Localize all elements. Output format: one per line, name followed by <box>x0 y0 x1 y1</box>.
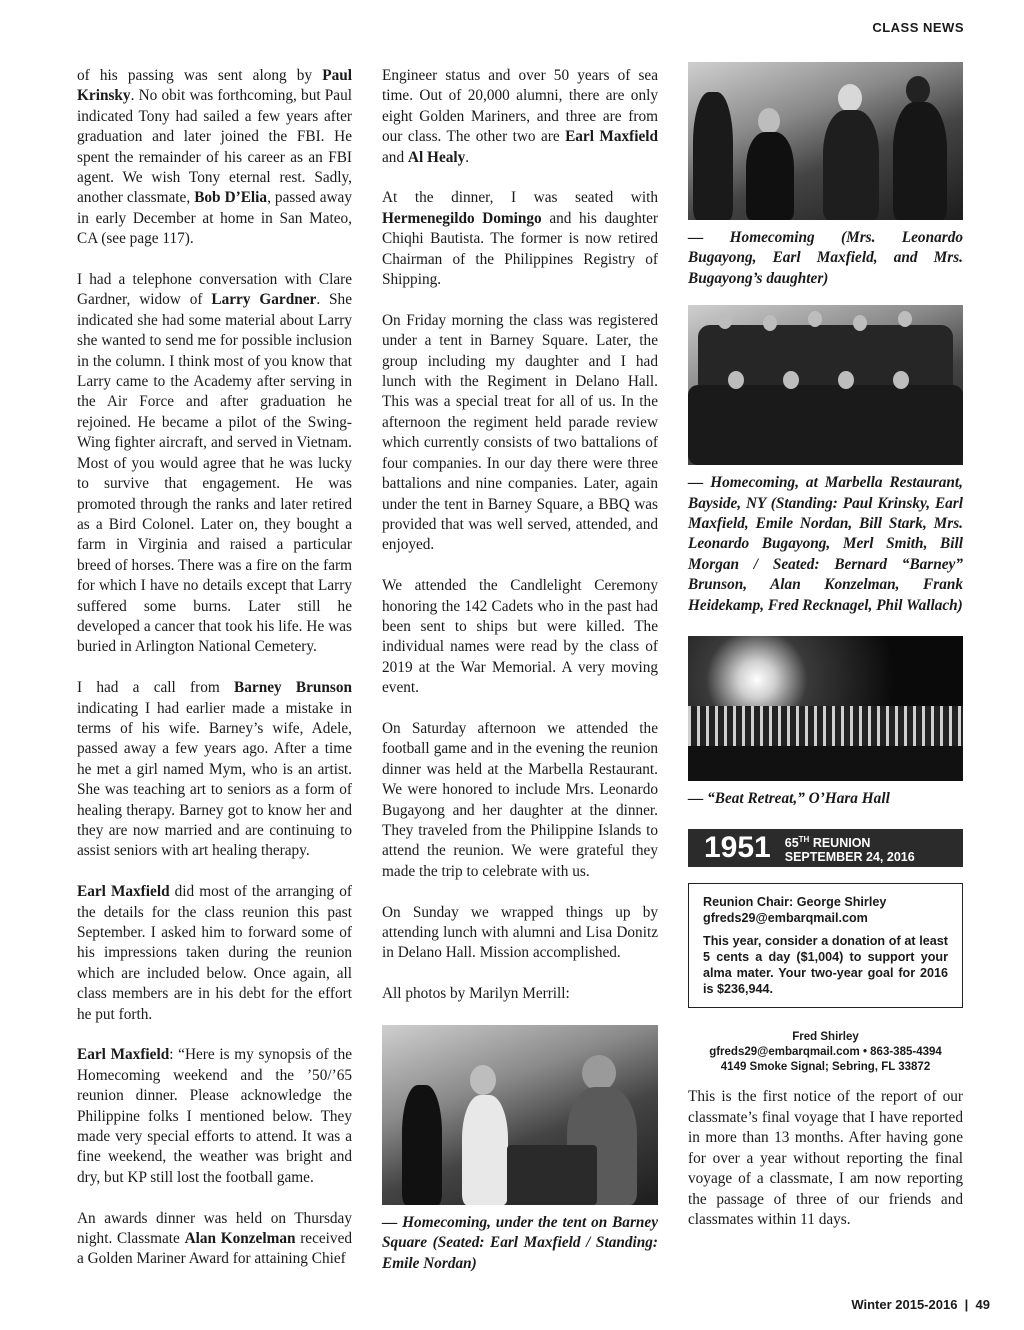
photo-beat-retreat <box>688 636 963 781</box>
reunion-info: 65TH REUNION SEPTEMBER 24, 2016 <box>784 834 915 865</box>
paragraph: On Saturday afternoon we attended the football game and in the evening the reunion dinner was held at the Marbella Restaurant. We were honored to include Mrs. Leonardo Bugayong and her daughter at the dinner. They traveled from the Philippine Islands to attend the reunion. We were grateful they made the trip to celebrate with us. <box>382 719 658 880</box>
paragraph: All photos by Marilyn Merrill: <box>382 985 570 1003</box>
column-3 <box>688 62 963 1251</box>
paragraph: Earl Maxfield did most of the arranging of the details for the class reunion this past September. I asked him to forward some of his impressions taken during the reunion which are included below. Once again, all class members are in his debt for the effort he put forth. <box>77 883 352 1023</box>
photo-caption: — Homecoming, under the tent on Barney Square (Seated: Earl Maxfield / Standing: Emile Nordan) <box>382 1213 658 1272</box>
photo-marbella-restaurant <box>688 305 963 465</box>
paragraph: I had a telephone conversation with Clare Gardner, widow of Larry Gardner. She indicated she had some material about Larry she wanted to send me for possible inclusion in the column. I think most of you know that Larry came to the Academy after serving in the Air Force and after graduation he rejoined. He became a pilot of the Swing-Wing fighter aircraft, and served in Vietnam. Most of you would agree that he was lucky to survive that engagement. He was promoted through the ranks and later retired as a Bird Colonel. Later on, they bought a farm in Virginia and raised a particular breed of horses. There was a fire on the farm for which I have no details except that Larry suffered some burns. Later still he developed a cancer that took his life. He was buried in Arlington National Cemetery. <box>77 271 352 656</box>
paragraph: At the dinner, I was seated with Hermenegildo Domingo and his daughter Chiqhi Bautista. The former is now retired Chairman of the Philippines Registry of Shipping. <box>382 189 658 289</box>
page-number: 49 <box>975 1297 990 1312</box>
photo-tent-barney-square <box>382 1025 658 1205</box>
paragraph: We attended the Candlelight Ceremony honoring the 142 Cadets who in the past had been sent to ships but were killed. The individual names were read by the class of 2019 at the War Memorial. A very moving event. <box>382 577 658 697</box>
column-2 <box>382 66 658 1294</box>
reunion-chair: Reunion Chair: George Shirley gfreds29@embarqmail.com <box>703 895 887 926</box>
photo-homecoming <box>688 62 963 220</box>
paragraph: An awards dinner was held on Thursday night. Classmate Alan Konzelman received a Golden Mariner Award for attaining Chief <box>77 1209 353 1268</box>
paragraph: On Friday morning the class was registered under a tent in Barney Square. Later, the group including my daughter and I had lunch with the Regiment in Delano Hall. This was a special treat for all of us. In the afternoon the regiment held parade review which currently consists of two battalions of four companies. In our day there were three battalions and nine companies. Later, again under the tent in Barney Square, a BBQ was provided that was well served, attended, and enjoyed. <box>382 311 658 554</box>
reunion-donation-box <box>688 883 963 1008</box>
photo-caption: — “Beat Retreat,” O’Hara Hall <box>688 790 890 808</box>
photo-caption: — Homecoming, at Marbella Restaurant, Bayside, NY (Standing: Paul Krinsky, Earl Maxfield, Emile Nordan, Bill Stark, Mrs. Leonardo Bugayong, Merl Smith, Bill Morgan / Seated: Bernard “Barney” Brunson, Alan Konzelman, Frank Heidekamp, Fred Recknagel, Phil Wallach) <box>688 474 963 614</box>
reunion-banner <box>688 829 963 867</box>
paragraph: This is the first notice of the report of our classmate’s final voyage that I have reported in more than 13 months. After having gone for over a year without reporting the final voyage of a classmate, I am now reporting the passage of three of our friends and classmates within 11 days. <box>688 1088 963 1228</box>
paragraph: Earl Maxfield: “Here is my synopsis of the Homecoming weekend and the ’50/’65 reunion dinner. Please acknowledge the Philippine folks I mentioned below. They made very special efforts to attend. It was a fine weekend, the weather was bright and dry, but KP still lost the football game. <box>77 1046 353 1186</box>
class-year: 1951 <box>704 831 771 865</box>
paragraph: Engineer status and over 50 years of sea time. Out of 20,000 alumni, there are only eight Golden Mariners, and three are from our class. The other two are Earl Maxfield and Al Healy. <box>382 67 659 166</box>
column-1 <box>77 66 352 1290</box>
paragraph: of his passing was sent along by Paul Krinsky. No obit was forthcoming, but Paul indicated Tony had sailed a few years after graduation and later joined the FBI. He spent the remainder of his career as an FBI agent. We wish Tony eternal rest. Sadly, another classmate, Bob D’Elia, passed away in early December at home in San Mateo, CA (see page 117). <box>77 67 352 248</box>
class-secretary-contact: Fred Shirley gfreds29@embarqmail.com • 863-385-4394 4149 Smoke Signal; Sebring, FL 33872 <box>709 1031 942 1074</box>
page-footer: Winter 2015-2016 | 49 <box>851 1297 990 1312</box>
paragraph: I had a call from Barney Brunson indicating I had earlier made a mistake in terms of his wife. Barney’s wife, Adele, passed away a few years ago. After a time he met a girl named Mym, who is an artist. She was teaching art to seniors as a form of healing therapy. Barney got to know her and they are now married and are continuing to assist seniors with art healing therapy. <box>77 679 353 860</box>
section-label: CLASS NEWS <box>872 20 964 35</box>
donation-appeal: This year, consider a donation of at least 5 cents a day ($1,004) to support your alma mater. Your two-year goal for 2016 is $236,944. <box>703 934 948 997</box>
photo-caption: — Homecoming (Mrs. Leonardo Bugayong, Earl Maxfield, and Mrs. Bugayong’s daughter) <box>688 229 963 287</box>
paragraph: On Sunday we wrapped things up by attending lunch with alumni and Lisa Donitz in Delano Hall. Mission accomplished. <box>382 903 658 962</box>
